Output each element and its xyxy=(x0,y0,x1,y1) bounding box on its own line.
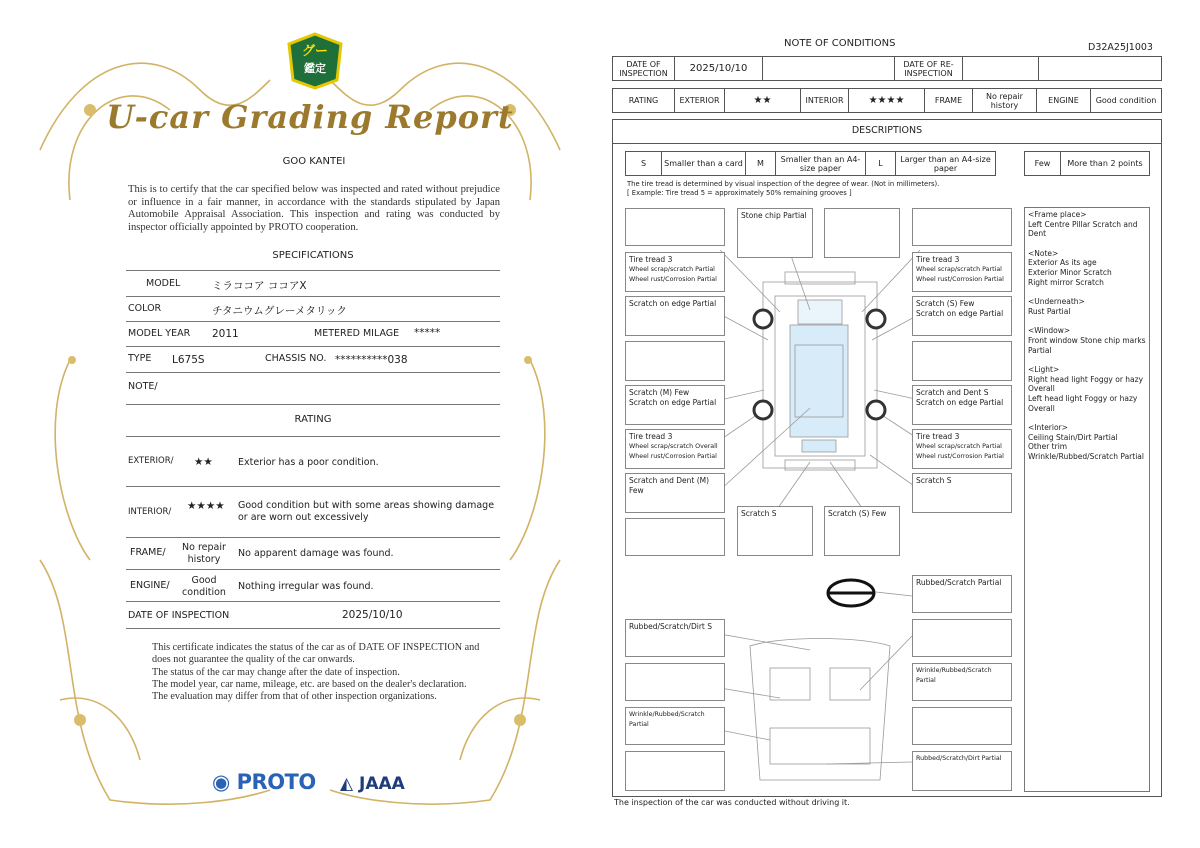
divider xyxy=(126,601,500,602)
note-box xyxy=(737,208,813,258)
note-box xyxy=(912,619,1012,657)
note-box xyxy=(912,751,1012,791)
note-box xyxy=(625,208,725,246)
note-line: Ceiling Stain/Dirt Partial xyxy=(1028,432,1118,442)
engine-value: Good condition xyxy=(1091,89,1162,113)
engine-value: Good condition xyxy=(182,575,226,598)
engine-label: ENGINE xyxy=(1037,89,1091,113)
note-line: Wrinkle/Rubbed/Scratch Partial xyxy=(1028,451,1144,461)
note-text: Wrinkle/Rubbed/Scratch Partial xyxy=(629,711,705,728)
note-box xyxy=(625,707,725,745)
interior-stars: ★★★★ xyxy=(849,89,925,113)
note-line: Front window Stone chip marks Partial xyxy=(1028,335,1146,355)
note-text: Scratch (M) Few xyxy=(629,388,690,397)
divider xyxy=(126,436,500,437)
frame-label: FRAME xyxy=(925,89,973,113)
note-heading: NOTE OF CONDITIONS xyxy=(784,38,896,49)
divider xyxy=(126,270,500,271)
note-text: Wheel rust/Corrosion Partial xyxy=(916,276,1004,283)
note-text: Scratch on edge Partial xyxy=(629,299,717,308)
exterior-label: EXTERIOR/ xyxy=(128,456,174,466)
note-text: Tire tread 3 xyxy=(629,255,673,264)
divider xyxy=(126,346,500,347)
frame-value: No repair history xyxy=(973,89,1037,113)
note-text: Stone chip Partial xyxy=(741,211,807,220)
note-box xyxy=(912,707,1012,745)
note-text: Wrinkle/Rubbed/Scratch Partial xyxy=(916,667,992,684)
tire-front-right-box xyxy=(912,252,1012,292)
mileage-label: METERED MILAGE xyxy=(314,328,400,339)
exterior-text: Exterior has a poor condition. xyxy=(238,457,379,468)
note-text: Scratch (S) Few xyxy=(916,299,975,308)
interior-stars: ★★★★ xyxy=(187,500,225,512)
condition-notes xyxy=(1024,207,1150,792)
interior-label: INTERIOR/ xyxy=(128,507,172,517)
divider xyxy=(126,486,500,487)
note-text: Scratch and Dent S xyxy=(916,388,989,397)
note-text: Wheel scrap/scratch Partial xyxy=(916,443,1002,450)
note-text: Wheel rust/Corrosion Partial xyxy=(916,453,1004,460)
specifications-heading: SPECIFICATIONS xyxy=(272,250,354,261)
note-box xyxy=(625,663,725,701)
proto-logo: ◉ PROTO xyxy=(212,770,316,794)
chassis-value: **********038 xyxy=(335,354,408,366)
interior-text: Good condition but with some areas showing damage or are worn out excessively xyxy=(238,500,495,523)
note-box xyxy=(912,296,1012,336)
note-line: Exterior Minor Scratch xyxy=(1028,267,1112,277)
note-box xyxy=(737,506,813,556)
type-label: TYPE xyxy=(128,353,152,364)
divider xyxy=(126,404,500,405)
frame-value: No repair history xyxy=(182,542,226,565)
note-box xyxy=(912,208,1012,246)
jaaa-logo-text: JAAA xyxy=(359,774,405,794)
note-line: Left Centre Pillar Scratch and Dent xyxy=(1028,219,1138,239)
note-line: Right mirror Scratch xyxy=(1028,277,1104,287)
note-text: Wheel scrap/scratch Overall xyxy=(629,443,718,450)
note-text: Wheel rust/Corrosion Partial xyxy=(629,453,717,460)
certification-text: This is to certify that the car specified below was inspected and rated without prejudice or influence in a fair manner, in accordance with the standards stipulated by Japan Automobile Appraisal Association. This inspection and rating was conducted by inspector officially appointed by PROTO cooperation. xyxy=(128,184,500,233)
tread-note-line: The tire tread is determined by visual inspection of the degree of wear. (Not in millimeters). xyxy=(627,180,940,188)
doi-value: 2025/10/10 xyxy=(342,609,403,621)
note-text: Wheel scrap/scratch Partial xyxy=(916,266,1002,273)
size-l: L xyxy=(866,152,896,176)
note-line: <Interior> xyxy=(1028,423,1068,433)
size-m: M xyxy=(746,152,776,176)
interior-label: INTERIOR xyxy=(801,89,849,113)
note-line: <Light> xyxy=(1028,365,1060,375)
divider xyxy=(126,537,500,538)
few-label: Few xyxy=(1025,152,1061,176)
exterior-stars: ★★ xyxy=(725,89,801,113)
size-m-text: Smaller than an A4-size paper xyxy=(776,152,866,176)
note-box xyxy=(625,296,725,336)
note-line: <Window> xyxy=(1028,326,1071,336)
note-text: Tire tread 3 xyxy=(916,255,960,264)
note-box xyxy=(625,751,725,791)
model-value: ミラココア ココアX xyxy=(212,280,307,292)
reinspection-label: DATE OF RE-INSPECTION xyxy=(895,57,963,81)
doi-label: DATE OF INSPECTION xyxy=(128,610,230,621)
size-s-text: Smaller than a card xyxy=(662,152,746,176)
model-label: MODEL xyxy=(146,278,181,289)
chassis-label: CHASSIS NO. xyxy=(265,353,327,364)
note-box xyxy=(824,506,900,556)
report-subtitle: GOO KANTEI xyxy=(282,156,346,167)
note-label: NOTE/ xyxy=(128,381,158,392)
note-box xyxy=(912,473,1012,513)
divider xyxy=(126,372,500,373)
note-text: Scratch S xyxy=(741,509,777,518)
divider xyxy=(126,628,500,629)
note-line: Rust Partial xyxy=(1028,306,1071,316)
engine-text: Nothing irregular was found. xyxy=(238,581,374,592)
rating-heading: RATING xyxy=(294,414,332,425)
model-year-label: MODEL YEAR xyxy=(128,328,191,339)
color-value: チタニウムグレーメタリック xyxy=(212,305,347,317)
note-line: <Frame place> xyxy=(1028,210,1087,219)
exterior-stars: ★★ xyxy=(194,456,213,468)
note-of-conditions xyxy=(600,0,1200,848)
jaaa-logo: ◭ JAAA xyxy=(340,774,405,794)
tread-example: [ Example: Tire tread 5 = approximately 50% remaining grooves ] xyxy=(627,189,852,197)
type-value: L675S xyxy=(172,354,205,366)
note-line: Exterior As its age xyxy=(1028,258,1097,268)
tire-rear-right-box xyxy=(912,429,1012,469)
rating-label: RATING xyxy=(613,89,675,113)
note-text: Wheel rust/Corrosion Partial xyxy=(629,276,717,283)
footer-line: This certificate indicates the status of the car as of DATE OF INSPECTION and does not guarantee the quality of the car onwards. xyxy=(152,642,480,666)
note-text: Scratch on edge Partial xyxy=(916,398,1004,407)
note-line: <Underneath> xyxy=(1028,297,1085,307)
note-box xyxy=(625,341,725,381)
divider xyxy=(126,321,500,322)
tire-rear-left-box xyxy=(625,429,725,469)
note-line: Right head light Foggy or hazy Overall xyxy=(1028,374,1144,394)
note-box xyxy=(912,575,1012,613)
note-text: Tire tread 3 xyxy=(916,432,960,441)
proto-logo-text: PROTO xyxy=(236,770,316,794)
note-text: Scratch on edge Partial xyxy=(916,309,1004,318)
engine-label: ENGINE/ xyxy=(130,580,170,591)
color-label: COLOR xyxy=(128,303,162,314)
mileage-value: ***** xyxy=(414,327,441,339)
descriptions-heading: DESCRIPTIONS xyxy=(851,125,923,136)
footnote: The inspection of the car was conducted without driving it. xyxy=(614,798,850,807)
note-line: Left head light Foggy or hazy Overall xyxy=(1028,393,1138,413)
doi-label: DATE OF INSPECTION xyxy=(613,57,675,81)
few-text: More than 2 points xyxy=(1061,152,1150,176)
exterior-label: EXTERIOR xyxy=(675,89,725,113)
note-box xyxy=(912,385,1012,425)
divider xyxy=(126,296,500,297)
note-text: Rubbed/Scratch/Dirt S xyxy=(629,622,712,631)
certificate-footer xyxy=(152,642,482,703)
note-line: <Note> xyxy=(1028,248,1059,258)
note-box xyxy=(625,473,725,513)
doi-value: 2025/10/10 xyxy=(675,57,763,81)
note-text: Rubbed/Scratch Partial xyxy=(916,578,1002,587)
note-text: Tire tread 3 xyxy=(629,432,673,441)
note-box xyxy=(824,208,900,258)
report-code: D32A25J1003 xyxy=(1088,42,1153,53)
note-text: Scratch (S) Few xyxy=(828,509,887,518)
tire-front-left-box xyxy=(625,252,725,292)
note-box xyxy=(625,385,725,425)
note-text: Scratch and Dent (M) Few xyxy=(629,476,710,495)
footer-line: The status of the car may change after the date of inspection. xyxy=(152,666,400,678)
note-text: Scratch S xyxy=(916,476,952,485)
note-text: Scratch on edge Partial xyxy=(629,398,717,407)
size-l-text: Larger than an A4-size paper xyxy=(896,152,996,176)
note-line: Other trim xyxy=(1028,442,1068,452)
note-box xyxy=(912,341,1012,381)
note-text: Rubbed/Scratch/Dirt Partial xyxy=(916,755,1002,762)
size-s: S xyxy=(626,152,662,176)
note-box xyxy=(625,518,725,556)
report-title: U-car Grading Report xyxy=(106,98,514,136)
divider xyxy=(126,569,500,570)
model-year-value: 2011 xyxy=(212,328,239,340)
goo-kantei-badge: グー 鑑定 xyxy=(287,32,343,90)
note-box xyxy=(912,663,1012,701)
footer-line: The evaluation may differ from that of other inspection organizations. xyxy=(152,691,437,703)
frame-label: FRAME/ xyxy=(130,547,166,558)
footer-line: The model year, car name, mileage, etc. are based on the dealer's declaration. xyxy=(152,678,467,690)
frame-text: No apparent damage was found. xyxy=(238,548,394,559)
note-text: Wheel scrap/scratch Partial xyxy=(629,266,715,273)
steering-wheel-icon xyxy=(828,580,874,606)
note-box xyxy=(625,619,725,657)
